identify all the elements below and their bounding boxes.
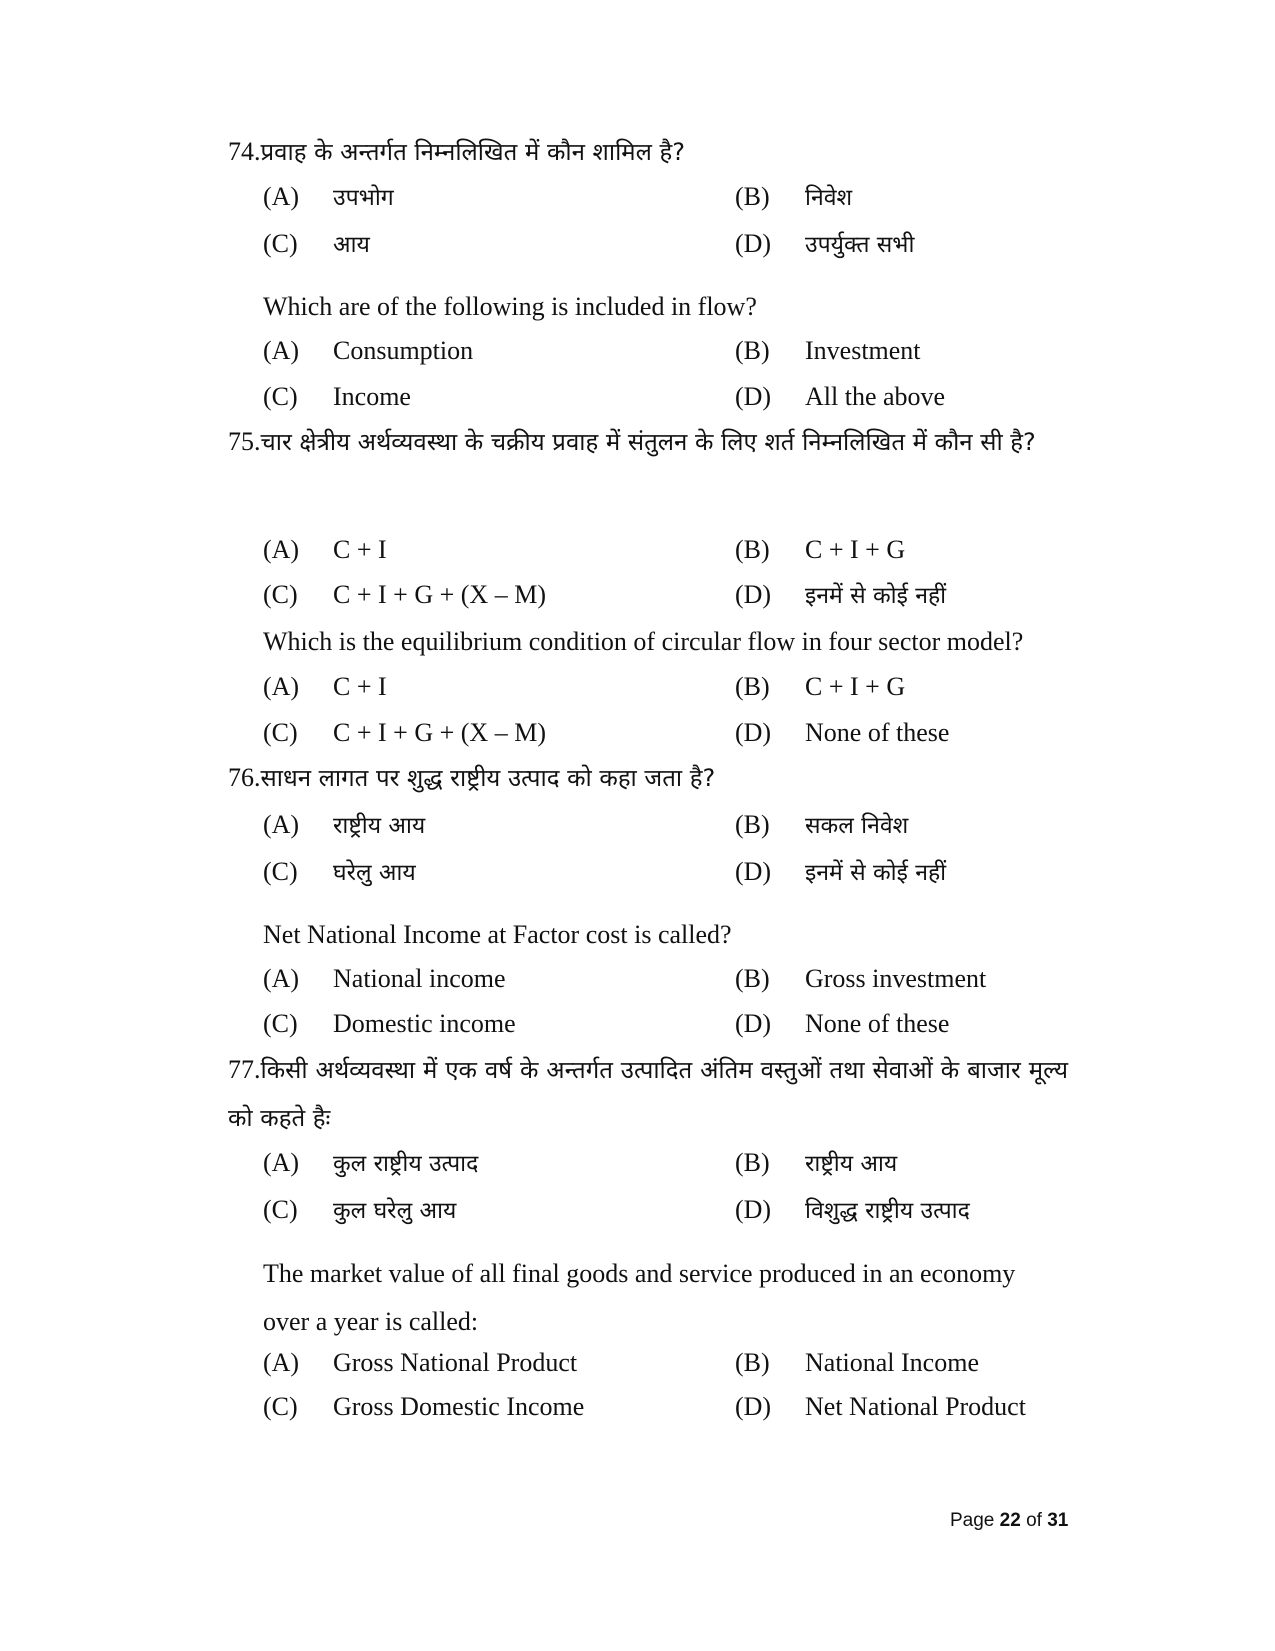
option-text: राष्ट्रीय आय bbox=[333, 813, 426, 839]
option-text: Income bbox=[333, 382, 411, 411]
option-b bbox=[735, 1346, 979, 1380]
question-number: 77. bbox=[228, 1055, 261, 1084]
option-text: Gross Domestic Income bbox=[333, 1392, 585, 1421]
option-text: Domestic income bbox=[333, 1009, 516, 1038]
page-of: of bbox=[1026, 1510, 1042, 1531]
option-d bbox=[735, 578, 946, 613]
option-label: (B) bbox=[735, 336, 770, 365]
option-label: (B) bbox=[735, 535, 770, 564]
option-c bbox=[263, 1390, 584, 1424]
question-text: किसी अर्थव्यवस्था में एक वर्ष के अन्तर्गत उत्पादित अंतिम वस्तुओं तथा सेवाओं के बाजार मूल्य को कहते हैः bbox=[228, 1056, 1068, 1132]
option-label: (C) bbox=[263, 1195, 298, 1224]
option-b bbox=[735, 533, 905, 567]
option-b bbox=[735, 180, 852, 215]
option-text: Net National Product bbox=[805, 1392, 1026, 1421]
option-text: उपभोग bbox=[333, 185, 394, 211]
option-c bbox=[263, 380, 411, 414]
option-label: (C) bbox=[263, 1392, 298, 1421]
question-77-hindi bbox=[228, 1046, 1068, 1142]
question-number: 74. bbox=[228, 137, 261, 166]
option-label: (B) bbox=[735, 672, 770, 701]
option-label: (A) bbox=[263, 810, 300, 839]
option-text: आय bbox=[333, 232, 370, 258]
option-c bbox=[263, 855, 416, 890]
option-a bbox=[263, 962, 506, 996]
option-text: National Income bbox=[805, 1348, 979, 1377]
option-label: (C) bbox=[263, 1009, 298, 1038]
option-d bbox=[735, 716, 949, 750]
option-label: (A) bbox=[263, 1348, 300, 1377]
option-text: None of these bbox=[805, 1009, 950, 1038]
option-label: (B) bbox=[735, 810, 770, 839]
current-page: 22 bbox=[999, 1510, 1021, 1531]
question-text: प्रवाह के अन्तर्गत निम्नलिखित में कौन शामिल है? bbox=[260, 138, 686, 166]
option-a bbox=[263, 334, 473, 368]
question-77-english: The market value of all final goods and service produced in an economy over a year is called: bbox=[263, 1259, 1016, 1336]
option-text: निवेश bbox=[805, 185, 853, 211]
question-number: 76. bbox=[228, 763, 261, 792]
option-c bbox=[263, 716, 546, 750]
option-b bbox=[735, 1146, 897, 1181]
option-label: (D) bbox=[735, 1392, 772, 1421]
option-c bbox=[263, 1193, 456, 1228]
option-text: C + I bbox=[333, 672, 387, 701]
option-text: इनमें से कोई नहीं bbox=[805, 583, 947, 609]
option-label: (B) bbox=[735, 1348, 770, 1377]
option-label: (D) bbox=[735, 229, 772, 258]
option-label: (B) bbox=[735, 1148, 770, 1177]
option-text: विशुद्ध राष्ट्रीय उत्पाद bbox=[805, 1198, 970, 1224]
option-text: All the above bbox=[805, 382, 946, 411]
option-c bbox=[263, 227, 370, 262]
option-label: (D) bbox=[735, 580, 772, 609]
question-text: साधन लागत पर शुद्ध राष्ट्रीय उत्पाद को कहा जता है? bbox=[260, 764, 716, 792]
question-76-english: Net National Income at Factor cost is called? bbox=[263, 920, 732, 949]
option-text: C + I + G + (X – M) bbox=[333, 718, 546, 747]
option-text: घरेलु आय bbox=[333, 860, 416, 886]
option-text: राष्ट्रीय आय bbox=[805, 1151, 898, 1177]
option-label: (C) bbox=[263, 718, 298, 747]
option-label: (B) bbox=[735, 964, 770, 993]
option-text: C + I + G bbox=[805, 535, 906, 564]
question-number: 75. bbox=[228, 427, 261, 456]
option-label: (B) bbox=[735, 182, 770, 211]
option-b bbox=[735, 962, 986, 996]
option-label: (D) bbox=[735, 1195, 772, 1224]
option-d bbox=[735, 1007, 949, 1041]
option-text: C + I + G bbox=[805, 672, 906, 701]
option-label: (C) bbox=[263, 382, 298, 411]
option-a bbox=[263, 670, 387, 704]
option-d bbox=[735, 380, 945, 414]
option-text: None of these bbox=[805, 718, 950, 747]
option-text: Investment bbox=[805, 336, 921, 365]
option-b bbox=[735, 334, 921, 368]
option-text: सकल निवेश bbox=[805, 813, 909, 839]
option-text: C + I bbox=[333, 535, 387, 564]
option-label: (A) bbox=[263, 535, 300, 564]
option-label: (D) bbox=[735, 857, 772, 886]
option-text: Gross National Product bbox=[333, 1348, 578, 1377]
option-text: National income bbox=[333, 964, 506, 993]
option-label: (D) bbox=[735, 718, 772, 747]
option-text: C + I + G + (X – M) bbox=[333, 580, 546, 609]
question-76-hindi bbox=[228, 754, 1068, 802]
question-75-english: Which is the equilibrium condition of circular flow in four sector model? bbox=[263, 627, 1024, 656]
option-c bbox=[263, 578, 546, 612]
option-label: (A) bbox=[263, 182, 300, 211]
option-a bbox=[263, 180, 394, 215]
page-prefix: Page bbox=[950, 1510, 995, 1531]
option-d bbox=[735, 227, 914, 262]
question-74-english: Which are of the following is included in flow? bbox=[263, 292, 757, 321]
option-text: कुल घरेलु आय bbox=[333, 1198, 457, 1224]
option-text: Gross investment bbox=[805, 964, 987, 993]
page-number bbox=[950, 1510, 1068, 1532]
option-text: कुल राष्ट्रीय उत्पाद bbox=[333, 1151, 479, 1177]
option-d bbox=[735, 1390, 1026, 1424]
question-75-hindi bbox=[228, 418, 1068, 466]
question-74-hindi bbox=[228, 128, 1068, 176]
question-text: चार क्षेत्रीय अर्थव्यवस्था के चक्रीय प्रवाह में संतुलन के लिए शर्त निम्नलिखित में कौन सी है? bbox=[260, 428, 1036, 456]
option-d bbox=[735, 1193, 970, 1228]
option-label: (C) bbox=[263, 580, 298, 609]
option-d bbox=[735, 855, 946, 890]
option-a bbox=[263, 808, 425, 843]
option-label: (A) bbox=[263, 964, 300, 993]
option-c bbox=[263, 1007, 516, 1041]
option-label: (C) bbox=[263, 229, 298, 258]
option-text: Consumption bbox=[333, 336, 474, 365]
total-pages: 31 bbox=[1047, 1510, 1069, 1531]
option-label: (C) bbox=[263, 857, 298, 886]
option-label: (A) bbox=[263, 672, 300, 701]
option-label: (A) bbox=[263, 336, 300, 365]
option-a bbox=[263, 533, 387, 567]
option-b bbox=[735, 670, 905, 704]
option-label: (D) bbox=[735, 382, 772, 411]
option-text: उपर्युक्त सभी bbox=[805, 232, 915, 258]
option-label: (D) bbox=[735, 1009, 772, 1038]
option-a bbox=[263, 1346, 577, 1380]
option-b bbox=[735, 808, 908, 843]
option-a bbox=[263, 1146, 478, 1181]
option-label: (A) bbox=[263, 1148, 300, 1177]
option-text: इनमें से कोई नहीं bbox=[805, 860, 947, 886]
